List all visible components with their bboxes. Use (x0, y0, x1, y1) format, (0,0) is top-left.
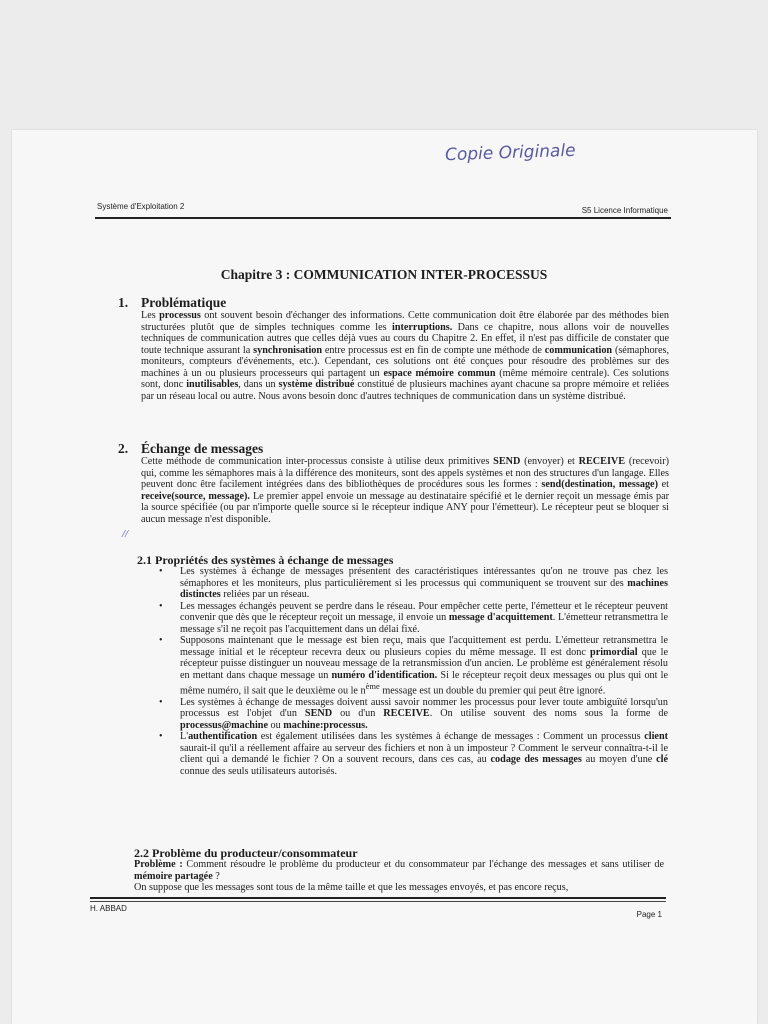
section-2-2-paragraph-run: On suppose que les messages sont tous de la même taille et que les messages envoyés, et pas encore reçus, (134, 882, 569, 893)
bullet-item (159, 635, 669, 697)
bullet-item-run: processus@machine (180, 719, 268, 731)
bullet-item (159, 731, 668, 777)
section-2-paragraph-run: et (657, 479, 669, 490)
section-2-paragraph-run: RECEIVE (578, 456, 626, 467)
bullet-dot-icon: • (159, 635, 163, 646)
section-1-paragraph-run: Dans ce chapitre, nous allons voir de nouvelles techniques de communication autres que celles déjà vues au cours du Chapitre 2. En effet, il n'est pas difficile de constater que toute technique assurant la (141, 321, 669, 356)
bullet-item-run: primordial (590, 646, 638, 658)
footer-author: H. ABBAD (90, 904, 127, 913)
bullet-item-run: message est un double du premier qui peut être ignoré. (379, 685, 606, 697)
section-2-number: 2. (118, 441, 129, 456)
section-1-paragraph-run: interruptions. (391, 321, 453, 333)
bullet-item-run: . L'émetteur retransmettra le message s'il ne reçoit pas l'acquittement dans un délai fixé. (180, 612, 668, 635)
section-1-paragraph-run: communication (544, 344, 613, 356)
bullet-item-run: saurait-il qu'il a réellement affaire au serveur des fichiers et non à un imposteur ? Comment le serveur connaîtra-t-il le client qui a demandé le fichier ? On a souvent recours, dans ces cas, au (180, 742, 668, 766)
section-2-paragraph-run: (envoyer) et (520, 456, 579, 467)
footer-rule-thin (90, 901, 666, 902)
bullet-item-run: . On utilise souvent des noms sous la forme de (429, 708, 668, 720)
bullet-item-run: ème (365, 681, 380, 691)
bullet-item-run: Les systèmes à échange de messages doivent aussi savoir nommer les processus pour lever toute ambiguïté lorsqu'un processus est l'objet d'un (180, 696, 668, 720)
section-2-1-title: 2.1 Propriétés des systèmes à échange de messages (137, 553, 394, 567)
bullet-item-run: machines distinctes (180, 577, 668, 600)
bullet-dot-icon: • (159, 731, 163, 743)
bullet-item-run: est également utilisées dans les systèmes à échange de messages : Comment un processus (257, 731, 645, 743)
bullet-item-run: machine:processus. (283, 719, 368, 731)
section-1-paragraph-run: (sémaphores, moniteurs, compteurs d'événements, etc.). Cependant, ces solutions ont été conçues pour résoudre des problèmes sur des machines à un ou plusieurs processeurs qui partagent un (141, 344, 669, 379)
bullet-item-run: codage des messages (490, 754, 582, 766)
properties-bullet-list (159, 566, 669, 777)
bullet-item-run: au moyen d'une (581, 754, 657, 766)
section-2-2-paragraph-run: mémoire partagée (134, 870, 213, 882)
section-2-2-title: 2.2 Problème du producteur/consommateur (134, 846, 358, 860)
section-2-paragraph-run: (recevoir) qui, comme les sémaphores mais à la différence des moniteurs, sont des appels systèmes et non des structures d'un langage. Elles peuvent donc être facilement intégrées dans des bibliothèques de procédures sous les formes : (141, 456, 669, 490)
bullet-item-run: RECEIVE (383, 708, 430, 720)
bullet-dot-icon: • (159, 566, 163, 577)
section-1-number: 1. (118, 295, 129, 310)
section-2-paragraph-run: SEND (493, 456, 521, 467)
bullet-item-run: que le récepteur puisse distinguer un nouveau message de la retransmission d'un ancien. Le problème est généralement résolu en mettant dans chaque message un (180, 646, 669, 681)
bullet-item-run: Les messages échangés peuvent se perdre dans le réseau. Pour empêcher cette perte, l'émetteur et le récepteur peuvent convenir que dès que le récepteur reçoit un message, il envoie un (180, 600, 668, 623)
section-1-paragraph-run: espace mémoire commun (383, 367, 496, 379)
bullet-item-run: Supposons maintenant que le message est bien reçu, mais que l'acquittement est perdu. L'émetteur retransmettra le message initial et le récepteur recevra deux ou plusieurs copies du même message. Il est donc (180, 635, 668, 658)
section-2-paragraph-run: receive(source, message). (141, 490, 250, 502)
section-2-2-paragraph-run: Comment résoudre le problème du producteur et du consommateur par l'échange des messages et sans utiliser de (182, 859, 664, 870)
handwritten-note: Copie Originale (444, 140, 576, 166)
bullet-item-run: authentification (188, 731, 258, 743)
bullet-item-run: ou (267, 719, 284, 731)
bullet-item-run: Les systèmes à échange de messages présentent des caractéristiques intéressantes qu'on ne trouve pas chez les sémaphores et les moniteurs, plus particulièrement si les processus qui communiquent se trouvent sur des (180, 566, 668, 589)
section-1-title: Problématique (141, 295, 227, 310)
section-2-2-paragraph-run: Problème : (134, 859, 183, 870)
bullet-dot-icon: • (159, 600, 163, 612)
bullet-item-run: message d'acquittement (448, 612, 553, 623)
bullet-item-run: Si le récepteur reçoit deux messages ou plus qui ont le même numéro, il sait que le deuxième ou le n (180, 669, 668, 697)
footer-page-number: Page 1 (636, 910, 662, 919)
section-2-paragraph-run: Cette méthode de communication inter-processus consiste à utilise deux primitives (141, 456, 494, 467)
header-level: S5 Licence Informatique (581, 206, 668, 215)
section-1-paragraph-run: entre processus est en fin de compte une méthode de (322, 344, 545, 356)
bullet-item (159, 600, 668, 636)
bullet-dot-icon: • (159, 696, 163, 708)
section-2-title: Échange de messages (141, 441, 264, 456)
bullet-item-run: reliées par un réseau. (220, 589, 310, 600)
section-2-2-paragraph-run: ? (212, 870, 220, 882)
section-1-paragraph-run: ont souvent besoin d'échanger des informations. Cette communication doit être élaborée par des méthodes bien structurées plutôt que de simples techniques comme les (141, 310, 669, 333)
bullet-item-run: connue des seuls utilisateurs autorisés. (180, 765, 338, 777)
section-2-paragraph (141, 456, 669, 525)
bullet-item-run: clé (656, 754, 668, 766)
section-1-paragraph (141, 310, 669, 402)
bullet-item (159, 696, 668, 732)
bullet-item-run: numéro d'identification. (331, 669, 438, 681)
section-1-paragraph-run: processus (159, 310, 201, 321)
section-1-paragraph-run: (même mémoire centrale). Ces solutions sont, donc (141, 367, 669, 390)
section-2-paragraph-run: Le premier appel envoie un message au destinataire spécifié et le dernier reçoit un message émis par la source spécifiée (ou par n'importe quelle source si le récepteur indique ANY pour l'émetteur). Le récepteur peut se bloquer si aucun message n'est disponible. (141, 490, 669, 525)
section-1-paragraph-run: synchronisation (253, 344, 323, 356)
bullet-item-run: ou d'un (332, 708, 384, 720)
bullet-item (159, 566, 668, 601)
section-1-paragraph-run: Les (141, 310, 160, 321)
section-1-paragraph-run: constitué de plusieurs machines ayant chacune sa propre mémoire et reliées par un réseau local ou autre. Nous avons besoin donc d'autres techniques de communication dans un système distribué. (141, 379, 669, 402)
bullet-item-run: L' (180, 731, 189, 743)
margin-mark: // (122, 528, 129, 540)
header-course: Système d'Exploitation 2 (97, 202, 185, 211)
chapter-title: Chapitre 3 : COMMUNICATION INTER-PROCESSUS (220, 267, 548, 282)
bullet-item-run: SEND (304, 708, 333, 720)
header-rule (95, 217, 671, 219)
section-1-paragraph-run: système distribué (278, 379, 355, 390)
section-2-paragraph-run: send(destination, message) (541, 479, 658, 490)
footer-rule (90, 897, 666, 899)
section-2-2-paragraph (134, 859, 664, 894)
section-1-paragraph-run: inutilisables (186, 379, 239, 390)
section-1-paragraph-run: , dans un (238, 379, 279, 390)
bullet-item-run: client (644, 731, 668, 743)
